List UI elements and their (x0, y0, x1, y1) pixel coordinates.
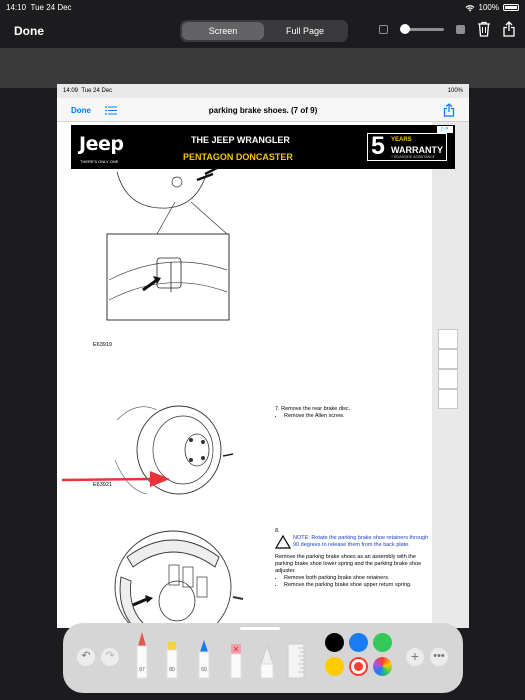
step-8 (275, 528, 429, 590)
color-black[interactable] (325, 633, 344, 652)
pencil-tool-icon[interactable] (196, 638, 212, 680)
brake-assembly-drawing (87, 170, 237, 382)
inner-time: 14:09 Tue 24 Dec (63, 88, 113, 94)
figure-label: E63919 (93, 342, 112, 348)
status-time: 14:10 Tue 24 Dec (6, 3, 72, 12)
screenshot-toolbar (0, 14, 525, 48)
inner-battery: 100% (447, 88, 463, 94)
figure-e63919 (87, 170, 237, 382)
step-8-bullet: • Remove both parking brake shoe retainers. (284, 575, 429, 582)
done-button[interactable]: Done (14, 24, 44, 38)
step-8-bullet: • Remove the parking brake shoe upper return spring. (284, 582, 429, 589)
ad-brand-logo: Jeep (79, 133, 124, 155)
step-8-note: NOTE: Rotate the parking brake shoe retainers through 90 degrees to release them from the back plate. (293, 535, 429, 549)
trash-icon[interactable] (477, 21, 491, 37)
ad-headline: THE JEEP WRANGLER (191, 135, 290, 145)
document-page (57, 122, 450, 628)
eraser-tool-icon[interactable] (228, 642, 244, 680)
ad-warranty-number: 5 (371, 132, 385, 160)
toolbar-right-tools (379, 21, 515, 37)
step-7-bullet: • Remove the Allen screw. (284, 413, 425, 420)
status-bar (0, 0, 525, 14)
add-button[interactable]: + (406, 648, 424, 666)
color-picker-wheel[interactable] (373, 657, 392, 676)
pen-size-label: 97 (139, 667, 145, 673)
lasso-tool-icon[interactable] (258, 644, 276, 680)
inner-share-icon[interactable] (443, 103, 455, 117)
warning-triangle-icon (275, 535, 291, 549)
inner-nav-bar (57, 98, 469, 122)
page-thumbnail[interactable] (438, 349, 458, 369)
highlighter-tool-icon[interactable] (164, 640, 180, 680)
slider-thumb[interactable] (400, 24, 410, 34)
segment-full-page[interactable]: Full Page (285, 26, 325, 36)
redo-button[interactable]: ↷ (101, 648, 119, 666)
step-8-note-row (275, 535, 429, 549)
battery-icon (503, 4, 519, 11)
view-segmented-control (180, 20, 348, 42)
color-yellow[interactable] (325, 657, 344, 676)
opacity-min-icon (379, 25, 388, 34)
highlighter-size-label: 80 (169, 667, 175, 673)
screenshot-preview (57, 84, 469, 628)
page-thumbnail[interactable] (438, 369, 458, 389)
ruler-tool-icon[interactable] (286, 642, 306, 680)
brake-disc-drawing (87, 390, 237, 510)
opacity-max-icon (456, 25, 465, 34)
wifi-icon (465, 4, 475, 12)
inner-status-bar (57, 84, 469, 98)
opacity-slider[interactable] (400, 28, 444, 31)
ad-roadside: + ROADSIDE ASSISTANCE (391, 155, 435, 159)
step-7-bullets (284, 413, 425, 420)
share-icon[interactable] (503, 21, 515, 37)
step-8-bullets (284, 575, 429, 589)
ad-warranty: WARRANTY (391, 145, 443, 155)
more-options-button[interactable]: ••• (430, 648, 448, 666)
ad-dealer: PENTAGON DONCASTER (183, 152, 293, 162)
inner-done-button[interactable]: Done (71, 106, 91, 115)
adchoices-icon[interactable]: ▷✕ (437, 126, 453, 133)
figure-e63921 (87, 390, 237, 510)
ad-banner[interactable] (71, 125, 455, 169)
ad-tagline: THERE'S ONLY ONE (80, 159, 119, 164)
step-8-text: Remove the parking brake shoes as an assembly with the parking brake shoe lower spring and the parking brake shoe adjuster. (275, 553, 422, 575)
pencil-size-label: 50 (201, 667, 207, 673)
battery-percent: 100% (478, 3, 499, 12)
step-7-text: 7. Remove the rear brake disc. (275, 406, 351, 412)
page-thumbnails (438, 329, 460, 409)
step-7 (275, 406, 425, 420)
background-dim-band (0, 48, 525, 88)
figure-label: E63921 (93, 482, 112, 488)
step-8-number: 8. (275, 528, 280, 534)
undo-button[interactable]: ↶ (77, 648, 95, 666)
toolbar-drag-handle[interactable] (240, 627, 280, 630)
segment-screen[interactable]: Screen (182, 22, 264, 40)
ad-years: YEARS (391, 137, 412, 143)
color-red-selected[interactable] (349, 657, 368, 676)
status-right (465, 3, 519, 12)
inner-page-title: parking brake shoes. (7 of 9) (208, 106, 318, 115)
page-thumbnail[interactable] (438, 329, 458, 349)
pen-tool-icon[interactable] (134, 630, 150, 680)
color-blue[interactable] (349, 633, 368, 652)
color-green[interactable] (373, 633, 392, 652)
page-thumbnail[interactable] (438, 389, 458, 409)
